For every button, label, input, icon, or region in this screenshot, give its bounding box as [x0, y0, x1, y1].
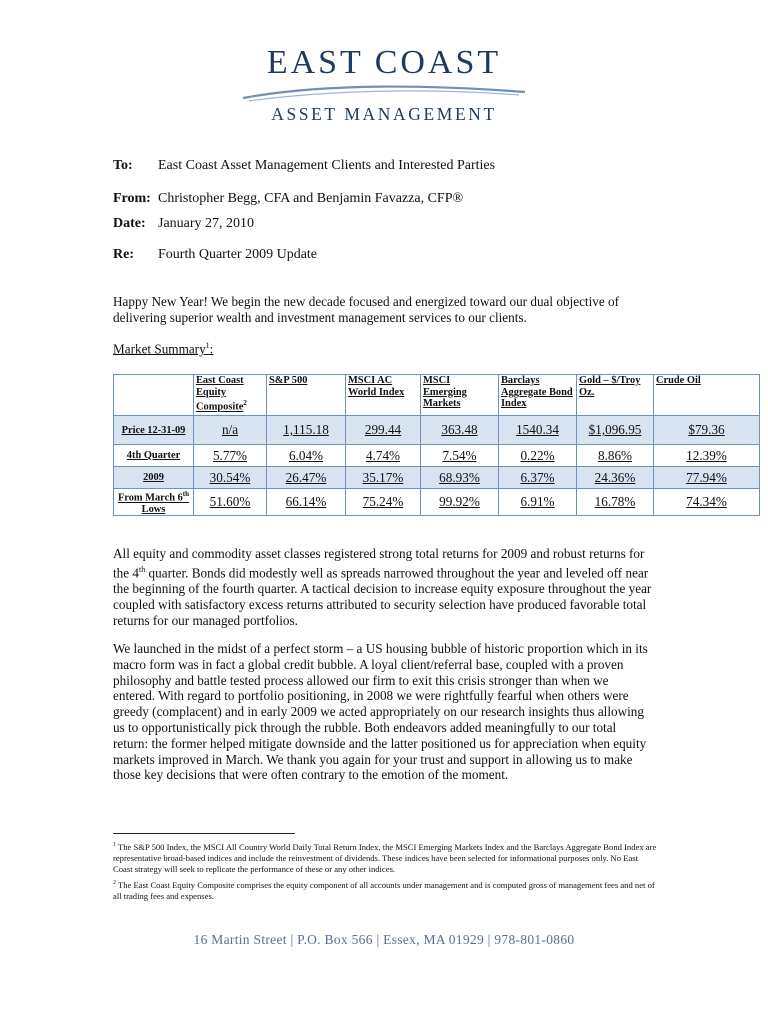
table-row: [114, 467, 760, 489]
table-cell: $79.36: [654, 416, 760, 445]
intro-paragraph: Happy New Year! We begin the new decade focused and energized toward our dual objective of delivering superior wealth and investment management services to our clients.: [113, 294, 619, 325]
table-cell: 4.74%: [346, 445, 421, 467]
footnote-text: The S&P 500 Index, the MSCI All Country World Daily Total Return Index, the MSCI Emerging Markets Index and the Barclays Aggregate Bond Index are representative broad-based indices and include the reinvestment of dividends. These indices have been selected for informational purposes only. No East Coast strategy will seek to replicate the performance of these or any other indices.: [113, 841, 657, 875]
table-cell: 6.04%: [267, 445, 346, 467]
table-cell: 6.91%: [499, 489, 577, 516]
col-header: [267, 375, 346, 416]
col-header-label: Gold – $/Troy Oz.: [579, 375, 641, 398]
re-label: Re:: [113, 247, 134, 262]
re-value: Fourth Quarter 2009 Update: [158, 247, 318, 262]
footnote-mark: 2: [113, 880, 116, 886]
table-cell: 299.44: [346, 416, 421, 445]
col-header-label: East Coast Equity Composite: [196, 375, 244, 413]
footnote-text: The East Coast Equity Composite comprises the equity component of all accounts under management and is computed gross of management fees and net of all trading fees and expenses.: [113, 879, 655, 902]
row-label: 4th Quarter: [114, 445, 194, 467]
col-header: [346, 375, 421, 416]
market-summary-colon: :: [209, 341, 214, 357]
returns-sup: th: [139, 564, 146, 574]
table-cell: 35.17%: [346, 467, 421, 489]
market-summary-title: Market Summary: [113, 341, 206, 357]
table-cell: 8.86%: [577, 445, 654, 467]
from-label: From:: [113, 191, 151, 206]
table-cell: 74.34%: [654, 489, 760, 516]
col-header-label: MSCI Emerging Markets: [423, 375, 467, 410]
market-summary-heading: [113, 341, 213, 357]
footnote-mark: 1: [113, 842, 116, 848]
table-cell: 5.77%: [194, 445, 267, 467]
footnote-2: [113, 878, 658, 902]
table-cell: 1540.34: [499, 416, 577, 445]
logo-swoosh-graphic: [239, 82, 529, 104]
footnote-1: [113, 840, 658, 875]
table-cell: 16.78%: [577, 489, 654, 516]
to-label: To:: [113, 158, 133, 173]
row-label-sup: th: [182, 490, 190, 499]
table-cell: 77.94%: [654, 467, 760, 489]
table-cell: $1,096.95: [577, 416, 654, 445]
date-label: Date:: [113, 216, 146, 231]
table-cell: 7.54%: [421, 445, 499, 467]
row-label-suffix: Lows: [141, 503, 166, 515]
row-label: 2009: [114, 467, 194, 489]
returns-paragraph: [113, 546, 653, 628]
table-cell: 363.48: [421, 416, 499, 445]
row-label: [114, 489, 194, 516]
table-header-row: [114, 375, 760, 416]
from-value: Christopher Begg, CFA and Benjamin Favazza, CFP®: [158, 191, 464, 206]
row-label-prefix: From March 6: [117, 492, 183, 504]
col-header: [194, 375, 267, 416]
table-row: [114, 416, 760, 445]
page-footer-address: 16 Martin Street | P.O. Box 566 | Essex, MA 01929 | 978-801-0860: [193, 932, 575, 947]
table-cell: 75.24%: [346, 489, 421, 516]
date-value: January 27, 2010: [158, 216, 255, 231]
col-header-sup: 2: [243, 399, 247, 408]
table-row: [114, 445, 760, 467]
col-header: [654, 375, 760, 416]
table-cell: 26.47%: [267, 467, 346, 489]
col-header-label: MSCI AC World Index: [348, 375, 405, 398]
to-value: East Coast Asset Management Clients and Interested Parties: [158, 158, 496, 173]
table-cell: 1,115.18: [267, 416, 346, 445]
logo-title: EAST COAST: [266, 44, 502, 81]
table-cell: n/a: [194, 416, 267, 445]
returns-text-b: quarter. Bonds did modestly well as spreads narrowed throughout the year and leveled off near the beginning of the fourth quarter. A tactical decision to increase equity exposure throughout the year coupled with satisfactory excess returns attributed to security selection have produced favorable total returns for our managed portfolios.: [113, 565, 652, 628]
col-header: [421, 375, 499, 416]
table-cell: 51.60%: [194, 489, 267, 516]
logo-subtitle: ASSET MANAGEMENT: [271, 104, 497, 124]
col-header-label: Crude Oil: [656, 375, 701, 386]
table-cell: 99.92%: [421, 489, 499, 516]
company-logo: [0, 44, 768, 124]
col-header-label: Barclays Aggregate Bond Index: [501, 375, 573, 410]
row-label: Price 12-31-09: [114, 416, 194, 445]
col-header: [577, 375, 654, 416]
col-header-label: S&P 500: [269, 375, 308, 386]
col-header: [499, 375, 577, 416]
table-cell: 24.36%: [577, 467, 654, 489]
footnote-divider: [113, 833, 295, 834]
table-cell: 30.54%: [194, 467, 267, 489]
strategy-paragraph: We launched in the midst of a perfect storm – a US housing bubble of historic proportion which in its macro form was in fact a global credit bubble. A loyal client/referral base, coupled with a proven philosophy and battle tested process allowed our firm to exit this crisis stronger than when we entered. With regard to portfolio positioning, in 2008 we were rightfully fearful when others were greedy (complacent) and in early 2009 we acted appropriately on our research insights thus allowing us to opportunistically pick through the rubble. Both endeavors added meaningfully to our total return: the former helped mitigate downside and the latter positioned us for appreciation when equity markets improved in March. We thank you again for your trust and support in allowing us to make those key decisions that were often contrary to the emotion of the moment.: [113, 641, 648, 783]
market-summary-table: [113, 374, 760, 516]
table-cell: 68.93%: [421, 467, 499, 489]
table-cell: 0.22%: [499, 445, 577, 467]
table-corner-cell: [114, 375, 194, 416]
table-cell: 12.39%: [654, 445, 760, 467]
table-row: [114, 489, 760, 516]
returns-text-a: All equity and commodity asset classes registered strong total returns for 2009 and robust returns for the 4: [113, 546, 645, 581]
table-cell: 6.37%: [499, 467, 577, 489]
market-summary-footnote-mark: 1: [205, 341, 210, 350]
table-cell: 66.14%: [267, 489, 346, 516]
